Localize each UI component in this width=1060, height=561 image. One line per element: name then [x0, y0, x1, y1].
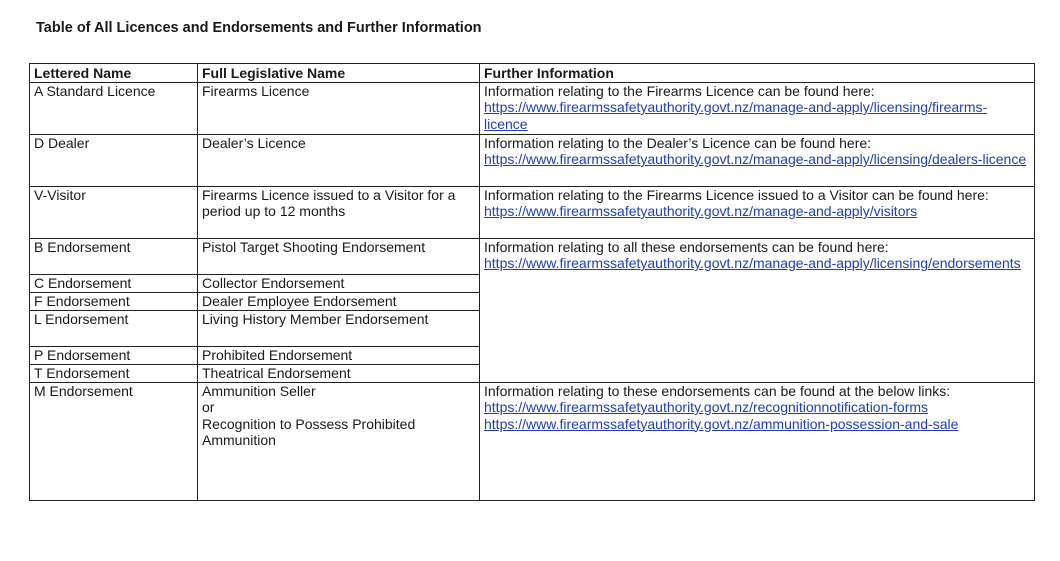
lettered-name-cell: T Endorsement — [30, 364, 198, 382]
lettered-name-cell: C Endorsement — [30, 274, 198, 292]
full-name-cell: Firearms Licence — [198, 82, 480, 134]
lettered-name-cell: L Endorsement — [30, 310, 198, 346]
full-name-cell: Prohibited Endorsement — [198, 346, 480, 364]
full-name-line: Ammunition Seller — [202, 382, 316, 399]
table-header-row — [30, 64, 1035, 83]
full-name-line: or — [202, 399, 215, 415]
table-row — [30, 238, 1035, 274]
ammunition-possession-link[interactable]: https://www.firearmssafetyauthority.govt.nz/ammunition-possession-and-sale — [484, 415, 959, 432]
firearms-licence-link[interactable]: https://www.firearmssafetyauthority.govt.nz/manage-and-apply/licensing/firearms-licence — [484, 99, 988, 132]
full-name-cell: Living History Member Endorsement — [198, 310, 480, 346]
header-further-information: Further Information — [480, 64, 1035, 83]
header-lettered-name: Lettered Name — [30, 64, 198, 83]
further-info-cell — [480, 382, 1035, 500]
full-name-cell: Collector Endorsement — [198, 274, 480, 292]
table-row — [30, 82, 1035, 134]
info-text: Information relating to the Firearms Licence issued to a Visitor can be found here: — [484, 186, 989, 203]
full-name-cell: Pistol Target Shooting Endorsement — [198, 238, 480, 274]
info-text: Information relating to the Firearms Licence can be found here: — [484, 82, 875, 99]
full-name-cell: Firearms Licence issued to a Visitor for a period up to 12 months — [198, 186, 480, 238]
full-name-cell: Dealer’s Licence — [198, 134, 480, 186]
table-row — [30, 186, 1035, 238]
endorsements-link[interactable]: https://www.firearmssafetyauthority.govt.nz/manage-and-apply/licensing/endorsements — [484, 255, 1021, 271]
info-text: Information relating to the Dealer’s Licence can be found here: — [484, 134, 872, 151]
lettered-name-cell: B Endorsement — [30, 238, 198, 274]
table-row — [30, 382, 1035, 500]
licences-table — [29, 63, 1035, 501]
info-text: Information relating to all these endorsements can be found here: — [484, 238, 889, 255]
header-full-legislative-name: Full Legislative Name — [198, 64, 480, 83]
lettered-name-cell: P Endorsement — [30, 346, 198, 364]
full-name-cell — [198, 382, 480, 500]
table-row — [30, 134, 1035, 186]
info-text: Information relating to these endorsements can be found at the below links: — [484, 382, 951, 399]
full-name-cell: Dealer Employee Endorsement — [198, 292, 480, 310]
lettered-name-cell: M Endorsement — [30, 382, 198, 500]
visitors-link[interactable]: https://www.firearmssafetyauthority.govt.nz/manage-and-apply/visitors — [484, 203, 918, 219]
document-title: Table of All Licences and Endorsements and Further Information — [36, 20, 482, 36]
further-info-cell — [480, 82, 1035, 134]
further-info-cell — [480, 238, 1035, 382]
dealers-licence-link[interactable]: https://www.firearmssafetyauthority.govt.nz/manage-and-apply/licensing/dealers-licence — [484, 151, 1027, 167]
recognition-notification-forms-link[interactable]: https://www.firearmssafetyauthority.govt.nz/recognitionnotification-forms — [484, 399, 929, 415]
further-info-cell — [480, 186, 1035, 238]
full-name-cell: Theatrical Endorsement — [198, 364, 480, 382]
lettered-name-cell: F Endorsement — [30, 292, 198, 310]
lettered-name-cell: A Standard Licence — [30, 82, 198, 134]
lettered-name-cell: D Dealer — [30, 134, 198, 186]
lettered-name-cell: V-Visitor — [30, 186, 198, 238]
further-info-cell — [480, 134, 1035, 186]
full-name-line: Recognition to Possess Prohibited Ammunition — [202, 415, 416, 448]
